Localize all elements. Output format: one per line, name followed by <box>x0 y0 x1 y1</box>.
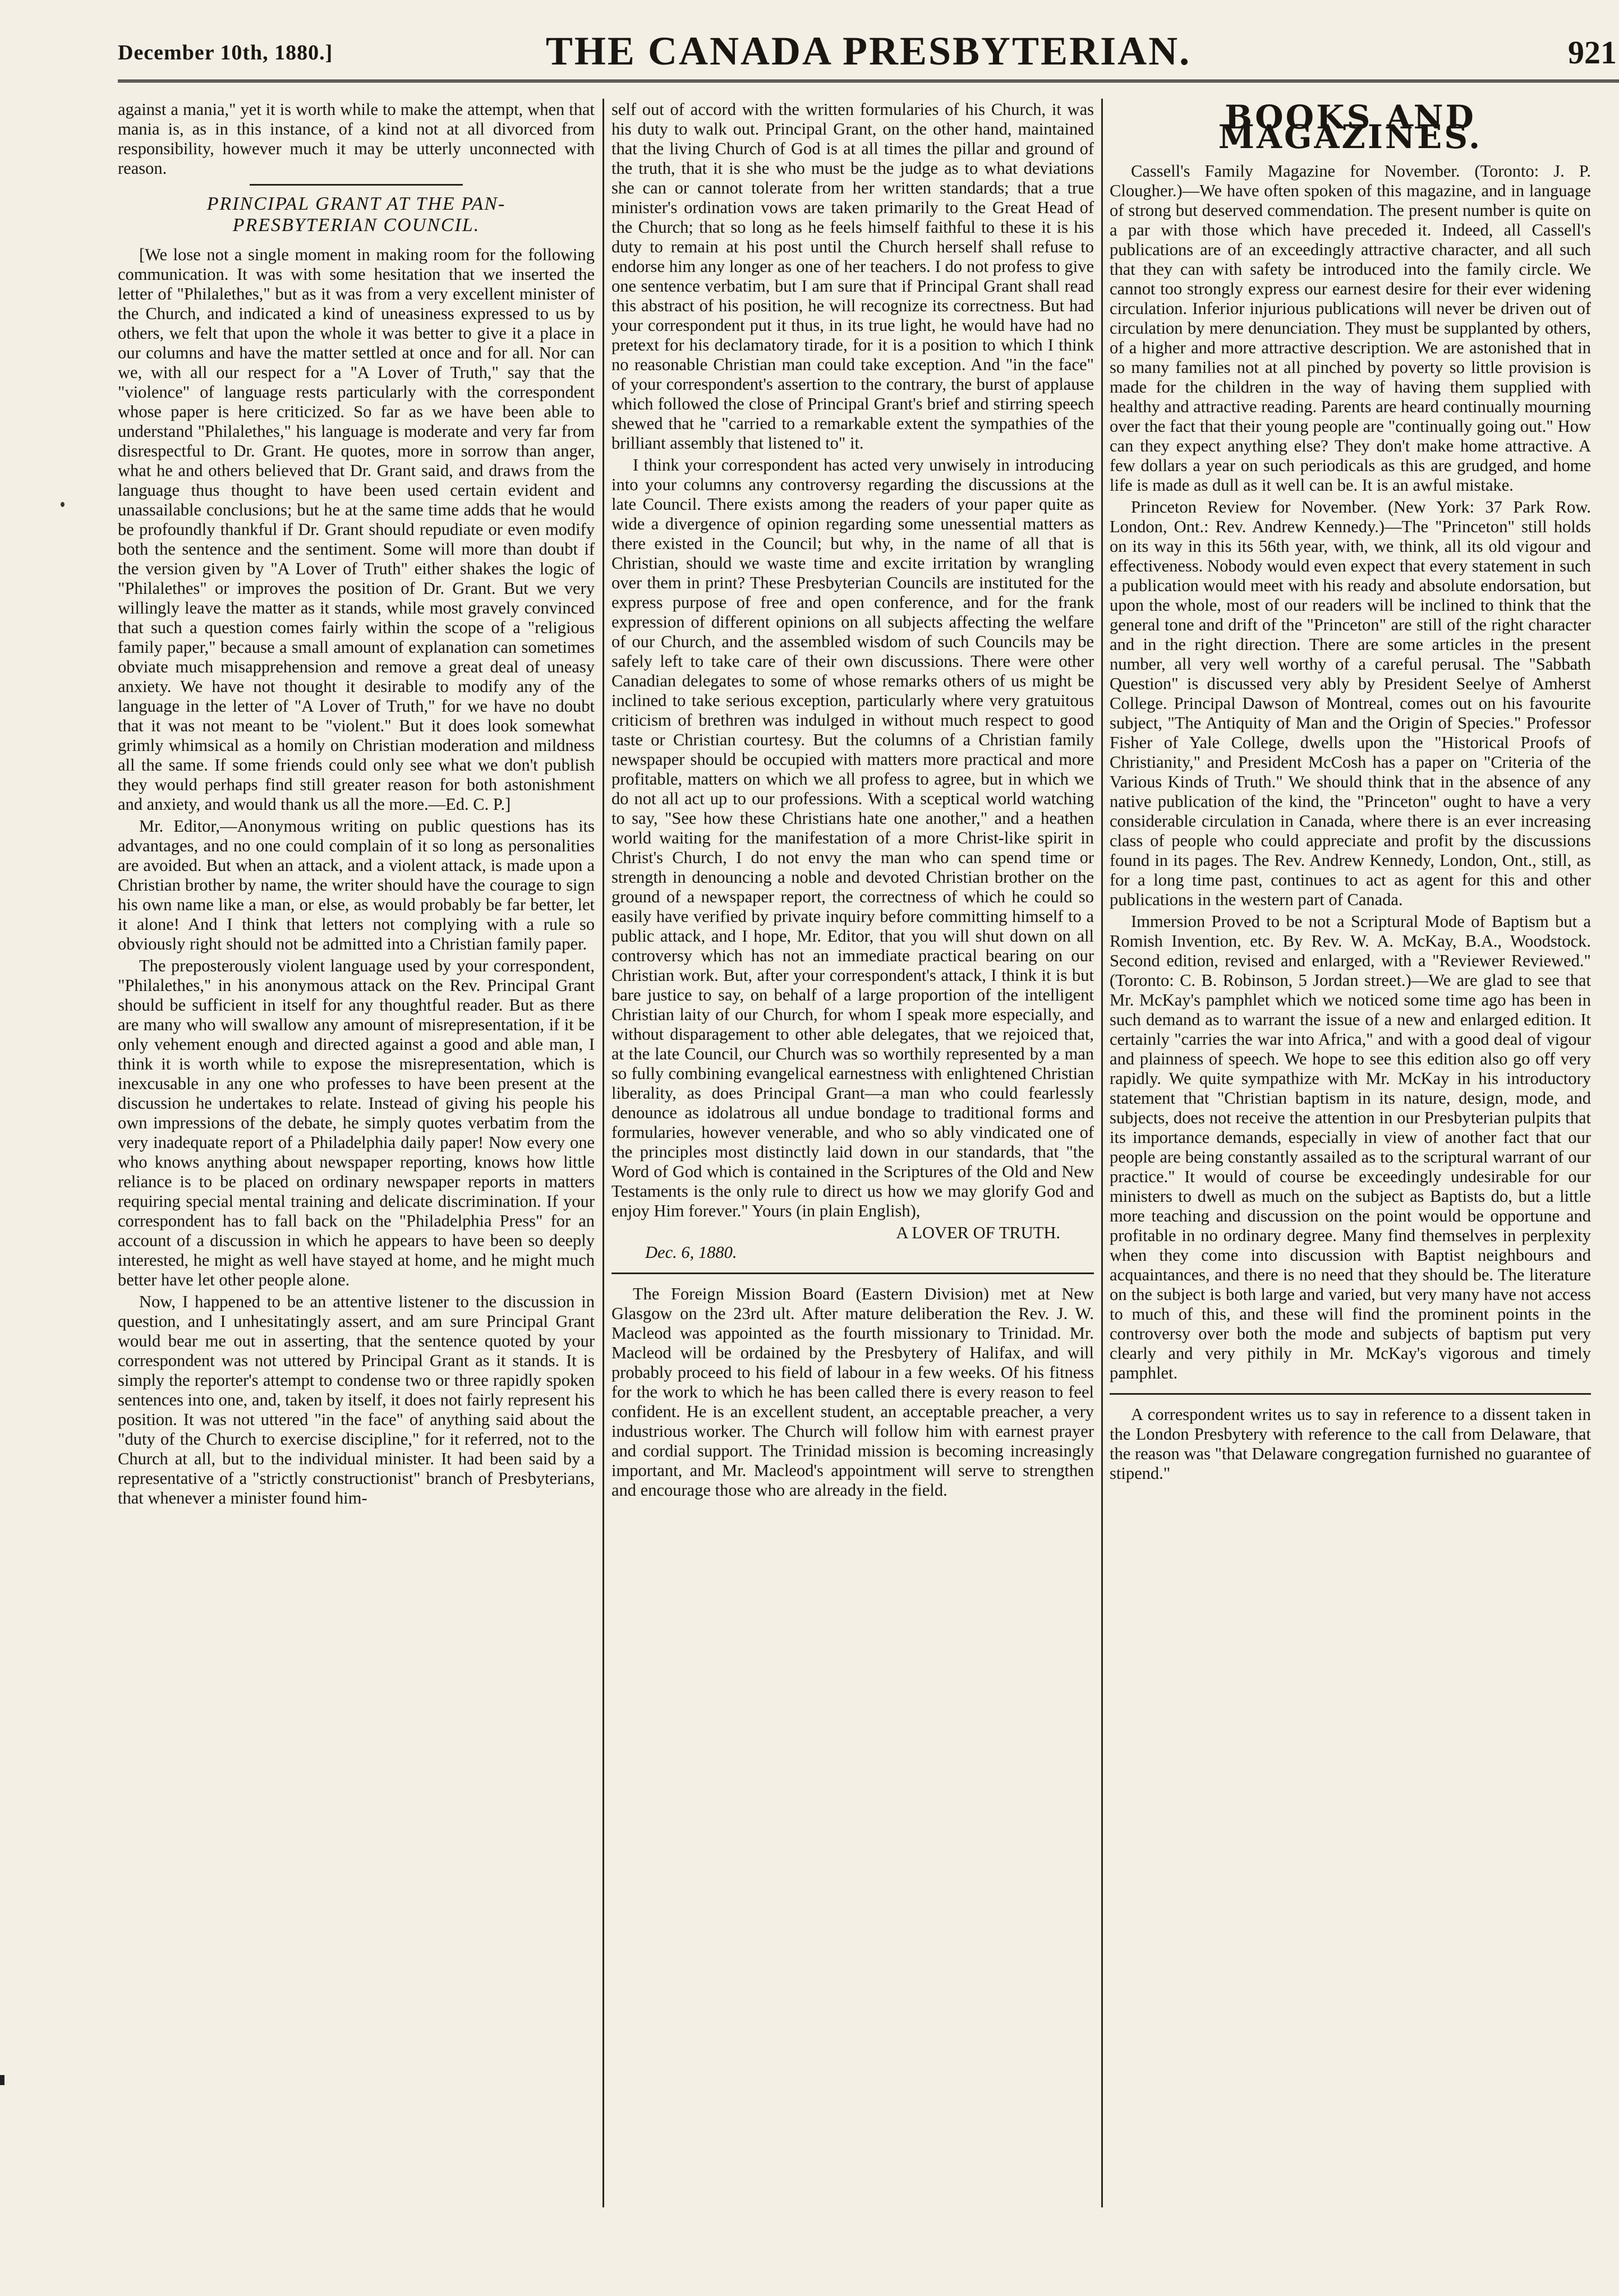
issue-date: December 10th, 1880.] <box>118 41 333 64</box>
correspondent-note: A correspondent writes us to say in reference to a dissent taken in the London Presbytery with reference to the call from Delaware, that the reason was "that Delaware congregation furnished no guarantee of stipend." <box>1110 1405 1591 1483</box>
review-princeton: Princeton Review for November. (New York: 37 Park Row. London, Ont.: Rev. Andrew Kennedy.)—The "Princeton" still holds on its way in this its 56th year, with, we think, all its old vigour and effectiveness. Nobody would even expect that every statement in such a publication would meet with his ready and absolute endorsation, but upon the whole, most of our readers will be inclined to think that the general tone and drift of the "Princeton" are still of the right character and in the right direction. There are some articles in the present number, all very well worthy of a careful perusal. The "Sabbath Question" is discussed very ably by President Seelye of Amherst College. Principal Dawson of Montreal, comes out on his favourite subject, "The Antiquity of Man and the Origin of Species." Professor Fisher of Yale College, dwells upon the "Historical Proofs of Christianity," and President McCosh has a paper on "Criteria of the Various Kinds of Truth." We should think that in the absence of any native publication of the kind, the "Princeton" ought to have a very considerable circulation in Canada, where there is an ever increasing class of people who could appreciate and profit by the discussions found in its pages. The Rev. Andrew Kennedy, London, Ont., still, as for a long time past, continues to act as agent for this and other publications in the western part of Canada. <box>1110 497 1591 909</box>
books-magazines-heading: BOOKS AND MAGAZINES. <box>1218 98 1483 156</box>
editor-note: [We lose not a single moment in making room for the following communication. It was with some hesitation that we inserted the letter of "Philalethes," but as it was from a very excellent minister of the Church, and indicated a kind of uneasiness expressed to us by others, we felt that upon the whole it was better to give it a place in our columns and have the matter settled at once and for all. Nor can we, with all our respect for a "A Lover of Truth," say that the "violence" of language rests particularly with the correspondent whose paper is here criticized. So far as we have been able to understand "Philalethes," his language is moderate and very far from disrespectful to Dr. Grant. He quotes, more in sorrow than anger, what he and others believed that Dr. Grant said, and draws from the language thus thought to have been used certain evident and unassailable conclusions; but he at the same time adds that he would be profoundly thankful if Dr. Grant should repudiate or even modify both the sentence and the sentiment. Some will more than doubt if the version given by "A Lover of Truth" either shakes the logic of "Philalethes" or improves the position of Dr. Grant. But we very willingly leave the matter as it stands, while most gravely convinced that such a question comes fairly within the scope of a "religious family paper," because a small amount of explanation can sometimes obviate much misapprehension and remove a great deal of uneasy anxiety. We have not thought it desirable to modify any of the language in the letter of "A Lover of Truth," for we have no doubt that it was not meant to be "violent." But it does look somewhat grimly whimsical as a homily on Christian moderation and mildness all the same. If some friends could only see what we don't publish they would perhaps find still greater reason for both astonishment and anxiety, and would thank us all the more.—Ed. C. P.] <box>118 245 595 814</box>
review-immersion: Immersion Proved to be not a Scriptural Mode of Baptism but a Romish Invention, etc. By Rev. W. A. McKay, B.A., Woodstock. Second edition, revised and enlarged, with a "Reviewer Reviewed." (Toronto: C. B. Robinson, 5 Jordan street.)—We are glad to see that Mr. McKay's pamphlet which we noticed some time ago has been in such demand as to warrant the issue of a new and enlarged edition. It certainly "carries the war into Africa," and with a good deal of vigour and plainness of speech. We hope to see this edition also go off very rapidly. We quite sympathize with Mr. McKay in his introductory statement that "Christian baptism in its nature, design, mode, and subjects, does not receive the attention in our Presbyterian pulpits that its importance demands, especially in view of another fact that our people are being constantly assailed as to the scriptural warrant of our practice." It would of course be exceedingly undesirable for our ministers to dwell as much on the subject as Baptists do, but a little more teaching and discussion on the point would be opportune and profitable in no ordinary degree. Many find themselves in perplexity when they come into discussion with Baptist neighbours and acquaintances, and there is no need that they should be. The literature on the subject is both large and varied, but very many have not access to much of this, and these will find the prominent points in the controversy over both the mode and subjects of baptism put very clearly and very pithily in Mr. McKay's vigorous and timely pamphlet. <box>1110 912 1591 1382</box>
section-divider <box>1110 1393 1591 1395</box>
section-divider <box>611 1273 1094 1274</box>
letter-paragraph: Now, I happened to be an attentive listener to the discussion in question, and I unhesitatingly assert, and am sure Principal Grant would bear me out in asserting, that the sentence quoted by your correspondent was not uttered by Principal Grant as it stands. It is simply the reporter's attempt to condense two or three rapidly spoken sentences into one, and, taken by itself, it does not fairly represent his position. It was not uttered "in the face" of anything said about the "duty of the Church to exercise discipline," for it referred, not to the Church at all, but to the individual minister. It had been said by a representative of a "strictly constructionist" branch of Presbyterians, that whenever a minister found him- <box>118 1292 595 1507</box>
letter-signature: A LOVER OF TRUTH. <box>896 1223 1060 1242</box>
letter-paragraph: I think your correspondent has acted very unwisely in introducing into your columns any controversy regarding the discussions at the late Council. There exists among the readers of your paper quite as wide a divergence of opinion regarding some unessential matters as there existed in the Council; but why, in the name of all that is Christian, should we waste time and excite irritation by wrangling over them in print? These Presbyterian Councils are instituted for the express purpose of free and open conference, and for the frank expression of different opinions on all subjects affecting the welfare of our Church, and the assembled wisdom of such Councils may be safely left to take care of their own discussions. There were other Canadian delegates to some of whose remarks others of us might be inclined to take serious exception, particularly where very gratuitous criticism of brethren was indulged in without much respect to good taste or Christian courtesy. But the columns of a Christian family newspaper should be occupied with matters more practical and more profitable, matters on which we all profess to agree, but in which we do not all act up to our professions. With a sceptical world watching to say, "See how these Christians hate one another," and a heathen world waiting for the manifestation of a more Christ-like spirit in Christ's Church, I do not envy the man who can spend time or strength in denouncing a noble and devoted Christian brother on the ground of a newspaper report, the correctness of which he could so easily have verified by private inquiry before committing himself to a public attack, and I hope, Mr. Editor, that you will shut down on all controversy which has not an immediate practical bearing on our Christian work. But, after your correspondent's attack, I think it is but bare justice to say, on behalf of a large proportion of the intelligent Christian laity of our Church, for whom I speak more especially, and without disparagement to other able delegates, that we rejoiced that, at the late Council, our Church was so worthily represented by a man so fully combining evangelical earnestness with enlightened Christian liberality, as does Principal Grant—a man who could fearlessly denounce as idolatrous all undue bondage to traditional forms and formularies, however venerable, and who so ably vindicated one of the principles most distinctly laid down in our standards, that "the Word of God which is contained in the Scriptures of the Old and New Testaments is the only rule to direct us how we may glorify God and enjoy Him forever." Yours (in plain English), <box>611 455 1094 1220</box>
letter-paragraph: The preposterously violent language used by your correspondent, "Philalethes," in his anonymous attack on the Rev. Principal Grant should be sufficient in itself for any thoughtful reader. But as there are many who will swallow any amount of misrepresentation, if it be only vehement enough and directed against a good and able man, I think it is worth while to expose the misrepresentation, which is inexcusable in any one who professes to have been present at the discussion he undertakes to relate. Instead of giving his people his own impressions of the debate, he simply quotes verbatim from the very inadequate report of a Philadelphia daily paper! Now every one who knows anything about newspaper reporting, knows how little reliance is to be placed on ordinary newspaper reports in matters requiring special mental training and delicate discrimination. If your correspondent has to fall back on the "Philadelphia Press" for an account of a discussion in which he appears to have been so deeply interested, he might as well have stayed at home, and he might much better have let other people alone. <box>118 956 595 1289</box>
column-divider-2 <box>1101 99 1103 2207</box>
letter-dateline: Dec. 6, 1880. <box>645 1243 737 1262</box>
letter-paragraph: self out of accord with the written formularies of his Church, it was his duty to walk out. Principal Grant, on the other hand, maintained that the living Church of God is at all times the pillar and ground of the truth, that it is she who must be the judge as to what deviations she can or cannot tolerate from her written standards; that a true minister's ordination vows are taken primarily to the Great Head of the Church; that so long as he feels himself faithful to these it is his duty to remain at his post until the Church herself shall refuse to endorse him any longer as one of her teachers. I do not profess to give one sentence verbatim, but I am sure that if Principal Grant shall read this abstract of his position, he will recognize its correctness. But had your correspondent put it thus, in its true light, he would have had no pretext for his declamatory tirade, for it is a position to which I think no reasonable Christian man could take exception. And "in the face" of your correspondent's assertion to the contrary, the burst of applause which followed the close of Principal Grant's brief and stirring speech shewed that he "carried to a remarkable extent the sympathies of the brilliant assembly that listened to" it. <box>611 100 1094 453</box>
mission-notice: The Foreign Mission Board (Eastern Division) met at New Glasgow on the 23rd ult. After mature deliberation the Rev. J. W. Macleod was appointed as the fourth missionary to Trinidad. Mr. Macleod will be ordained by the Presbytery of Halifax, and will probably proceed to his field of labour in a few weeks. Of his fitness for the work to which he has been called there is every reason to feel confident. He is an excellent student, an acceptable preacher, a very industrious worker. The Church will follow him with earnest prayer and cordial support. The Trinidad mission is becoming increasingly important, and Mr. Macleod's appointment will serve to strengthen and encourage those who are already in the field. <box>611 1284 1094 1500</box>
column-2 <box>611 100 1094 1502</box>
margin-dot <box>61 502 65 507</box>
column-1 <box>118 100 595 1510</box>
review-cassells: Cassell's Family Magazine for November. (Toronto: J. P. Clougher.)—We have often spoken of this magazine, and in language of strong but deserved commendation. The present number is quite on a par with those which have preceded it. Indeed, all Cassell's publications are of an exceedingly attractive character, and all such that they can with safety be introduced into the family circle. We cannot too strongly express our earnest desire for their ever widening circulation. Inferior injurious publications will never be driven out of circulation by mere denunciation. They must be supplanted by others, of a higher and more attractive description. We are astonished that in so many families not at all pinched by poverty so little provision is made for the children in the way of having them supplied with healthy and attractive reading. Parents are heard continually mourning over the fact that their young people are "continually going out." How can they expect anything else? They don't make home attractive. A few dollars a year on such periodicals as this are grudged, and home life is made as dull as it well can be. It is an awful mistake. <box>1110 162 1591 495</box>
article-continuation: against a mania," yet it is worth while to make the attempt, when that mania is, as in this instance, of a kind not at all divorced from responsibility, however much it may be utterly unconnected with reason. <box>118 100 595 178</box>
page-number: 921 <box>1568 34 1617 71</box>
column-3 <box>1110 100 1591 1486</box>
newspaper-title: THE CANADA PRESBYTERIAN. <box>545 29 1192 73</box>
header-rule <box>118 80 1619 82</box>
section-divider <box>250 184 463 186</box>
column-divider-1 <box>602 99 604 2207</box>
article-heading: PRINCIPAL GRANT AT THE PAN-PRESBYTERIAN COUNCIL. <box>206 193 506 236</box>
page-edge-mark <box>0 2075 4 2085</box>
letter-paragraph: Mr. Editor,—Anonymous writing on public questions has its advantages, and no one could complain of it so long as personalities are avoided. But when an attack, and a violent attack, is made upon a Christian brother by name, the writer should have the courage to sign his own name like a man, or else, as would probably be far better, let it alone! And I think that letters not complying with a rule so obviously right should not be admitted into a Christian family paper. <box>118 817 595 953</box>
